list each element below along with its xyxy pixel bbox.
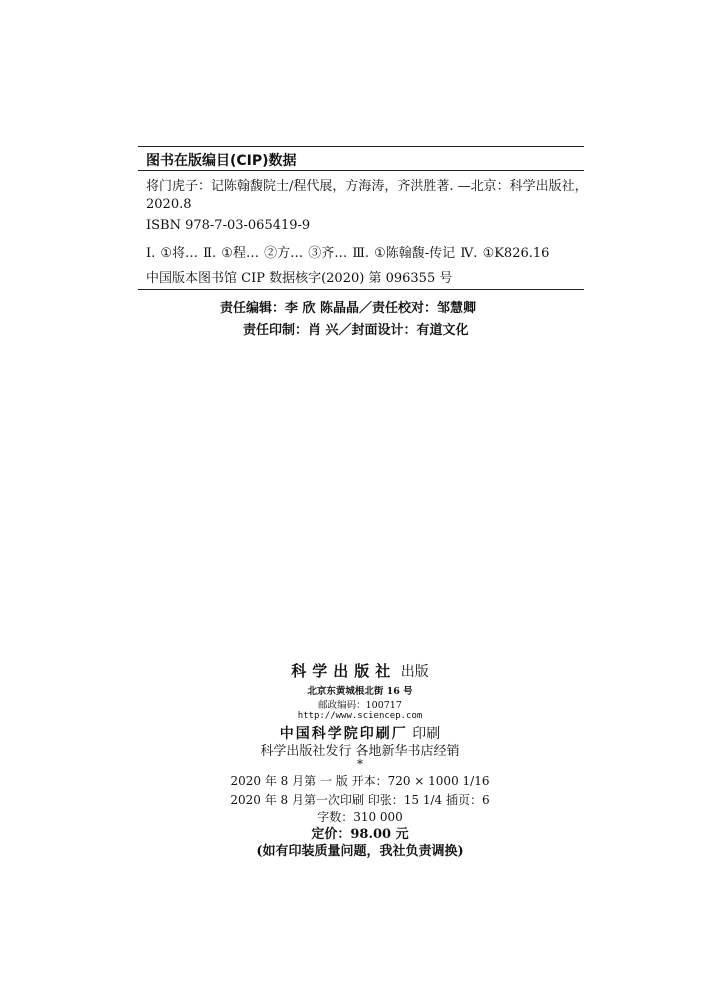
separator-star: * — [357, 757, 363, 771]
cip-bibliographic-line: 将门虎子：记陈翰馥院士/程代展，方海涛，齐洪胜著. —北京：科学出版社， — [146, 179, 588, 194]
cip-bottom-rule — [138, 289, 584, 290]
distribution-line: 科学出版社发行 各地新华书店经销 — [260, 744, 460, 759]
price: 定价：98.00 元 — [311, 827, 409, 842]
publisher-url: http://www.sciencep.com — [297, 711, 423, 721]
cip-title-rule — [138, 170, 584, 171]
publisher-address: 北京东黄城根北街 16 号 — [307, 686, 413, 697]
postcode: 邮政编码：100717 — [318, 700, 402, 711]
publisher-suffix: 出版 — [400, 664, 429, 680]
cip-isbn-line: ISBN 978-7-03-065419-9 — [146, 218, 311, 233]
quality-note: (如有印装质量问题，我社负责调换) — [256, 844, 464, 859]
printing-line: 2020 年 8 月第一次印刷 印张：15 1/4 插页：6 — [230, 793, 490, 807]
editors-line: 责任编辑：李 欣 陈晶晶／责任校对：邹慧卿 — [220, 301, 477, 316]
cip-record-number-line: 中国版本图书馆 CIP 数据核字(2020) 第 096355 号 — [146, 271, 453, 286]
printer-name: 中国科学院印刷厂 — [279, 726, 408, 742]
publisher-name: 科学出版社 — [291, 662, 397, 680]
printer-suffix: 印刷 — [412, 726, 441, 742]
edition-line: 2020 年 8 月第 一 版 开本：720 × 1000 1/16 — [230, 774, 490, 788]
cip-top-rule — [138, 146, 584, 147]
word-count: 字数：310 000 — [317, 810, 403, 824]
production-line: 责任印制：肖 兴／封面设计：有道文化 — [243, 323, 469, 338]
cip-title: 图书在版编目(CIP)数据 — [146, 153, 297, 169]
publisher-line — [0, 660, 720, 681]
cip-date-line: 2020.8 — [146, 197, 192, 212]
cip-subject-line: Ⅰ. ①将… Ⅱ. ①程… ②方… ③齐… Ⅲ. ①陈翰馥-传记 Ⅳ. ①K826.16 — [146, 246, 550, 261]
